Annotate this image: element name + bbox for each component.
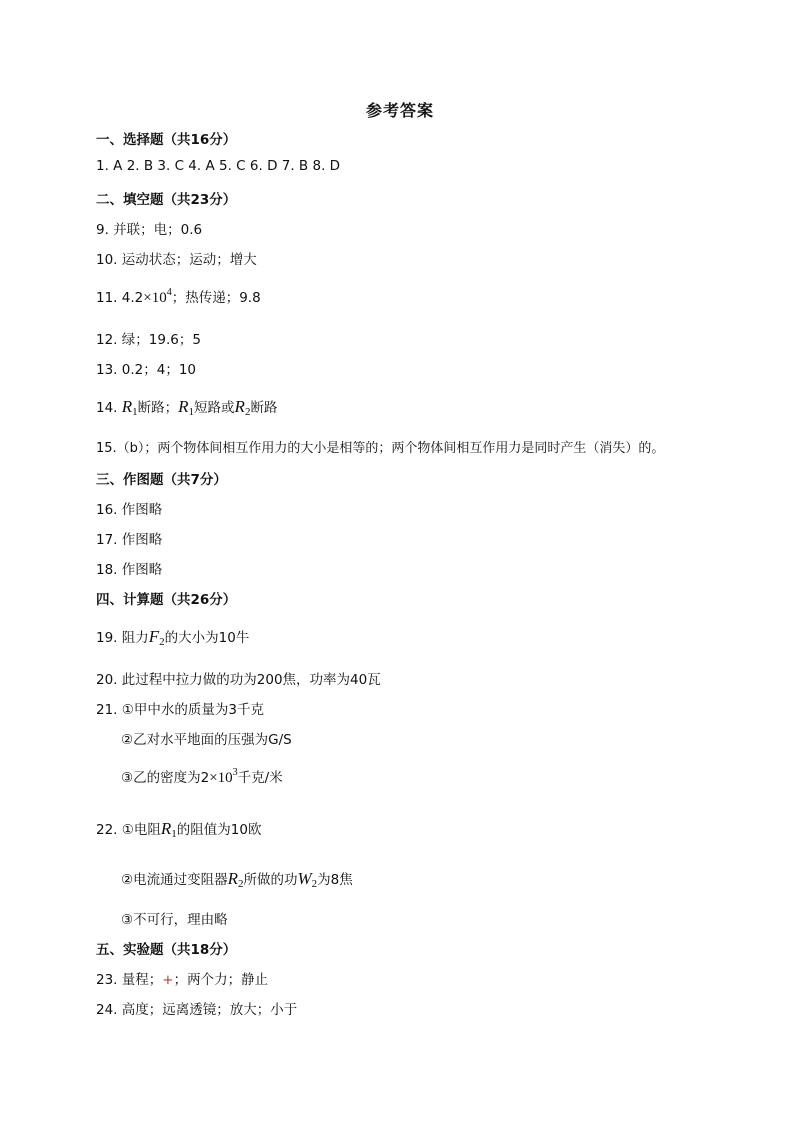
answer-21a: 21. ①甲中水的质量为3千克: [96, 702, 264, 718]
section-header-drawing: 三、作图题（共7分）: [96, 472, 227, 488]
answer-18: 18. 作图略: [96, 562, 163, 578]
answer-11-number: 11. 4.2: [96, 290, 144, 306]
answer-23: [96, 968, 268, 988]
power-exponent: 3: [232, 767, 238, 778]
answer-22a: [96, 818, 261, 840]
answer-16: 16. 作图略: [96, 502, 163, 518]
answer-14-text-2: 短路或: [194, 400, 235, 416]
answer-19-post: 的大小为10牛: [164, 630, 250, 646]
section-header-experiment: 五、实验题（共18分）: [96, 942, 237, 958]
answer-11: [96, 286, 261, 307]
answer-21c-post: 千克/米: [237, 770, 283, 786]
answer-23-pre: 23. 量程；: [96, 972, 163, 988]
power-base: 10: [151, 290, 167, 306]
answer-17: 17. 作图略: [96, 532, 163, 548]
answer-20: 20. 此过程中拉力做的功为200焦，功率为40瓦: [96, 672, 381, 688]
answer-23-post: ；两个力；静止: [173, 972, 269, 988]
page-title: 参考答案: [365, 101, 434, 120]
variable-r: R: [227, 869, 238, 888]
answer-24: 24. 高度；远离透镜；放大；小于: [96, 1002, 298, 1018]
answer-21c: [121, 766, 283, 787]
answer-14-number: 14.: [96, 400, 122, 416]
power-base: 10: [217, 770, 233, 786]
answer-19: [96, 626, 249, 648]
answer-14-text-1: 断路；: [137, 400, 179, 416]
power-exponent: 4: [166, 287, 172, 298]
subscript: 1: [132, 406, 138, 418]
answer-22a-pre: 22. ①电阻: [96, 822, 161, 838]
variable-r: R: [121, 397, 133, 416]
section-header-calculation: 四、计算题（共26分）: [96, 592, 237, 608]
variable-r: R: [234, 397, 245, 416]
answer-22c: ③不可行，理由略: [121, 912, 228, 928]
subscript: 2: [238, 878, 244, 890]
section-header-fill: 二、填空题（共23分）: [96, 192, 237, 208]
answer-22b-pre: ②电流通过变阻器: [121, 872, 228, 888]
variable-r: R: [178, 397, 189, 416]
variable-r: R: [160, 819, 172, 838]
answer-22b: [121, 868, 353, 890]
answer-11-rest: ；热传递；9.8: [171, 290, 261, 306]
answer-10: 10. 运动状态；运动；增大: [96, 252, 257, 268]
subscript: 1: [171, 828, 177, 840]
times-sign: ×: [143, 290, 152, 306]
answer-12: 12. 绿；19.6；5: [96, 332, 201, 348]
variable-f: F: [148, 627, 160, 646]
answer-9: 9. 并联；电；0.6: [96, 222, 203, 238]
plus-terminal-mark: +: [162, 972, 174, 988]
answer-14: [96, 396, 277, 418]
subscript: 2: [159, 636, 165, 648]
answer-13: 13. 0.2；4；10: [96, 362, 196, 378]
subscript: 2: [244, 406, 251, 418]
answer-21c-pre: ③乙的密度为2: [121, 770, 210, 786]
section-header-choice: 一、选择题（共16分）: [96, 132, 237, 148]
answer-22a-post: 的阻值为10欧: [176, 822, 262, 838]
times-sign: ×: [209, 770, 218, 786]
subscript: 2: [311, 878, 318, 890]
answer-21b: ②乙对水平地面的压强为G/S: [121, 732, 292, 748]
subscript: 1: [188, 406, 195, 418]
answer-15: 15.（b）；两个物体间相互作用力的大小是相等的；两个物体间相互作用力是同时产生（消失）的。: [96, 441, 665, 456]
answer-14-text-3: 断路: [250, 400, 278, 416]
answers-1-8: 1. A 2. B 3. C 4. A 5. C 6. D 7. B 8. D: [96, 158, 341, 174]
answer-19-pre: 19. 阻力: [96, 630, 149, 646]
answer-22b-mid: 所做的功: [243, 872, 298, 888]
variable-w: W: [297, 869, 312, 888]
answer-22b-post: 为8焦: [317, 872, 353, 888]
